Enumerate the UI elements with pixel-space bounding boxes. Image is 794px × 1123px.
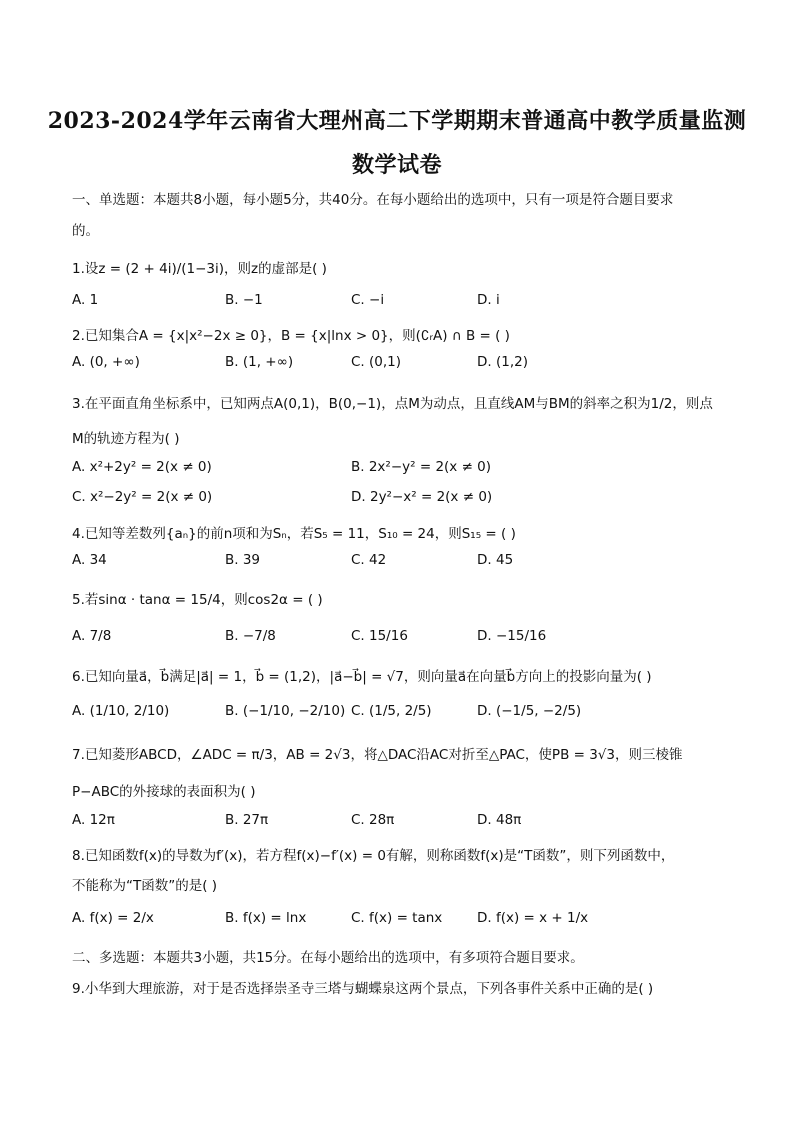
section-1-heading-cont: 的。	[72, 223, 99, 239]
option-c[interactable]: C. 28π	[351, 812, 395, 828]
option-a[interactable]: A. 7/8	[72, 628, 112, 644]
question-2-stem: 2.已知集合A = {x|x²−2x ≥ 0}，B = {x|lnx > 0}，则(∁ᵣA) ∩ B = ( )	[72, 328, 510, 344]
option-c[interactable]: C. f(x) = tanx	[351, 910, 443, 926]
option-d[interactable]: D. (−1/5, −2/5)	[477, 703, 582, 719]
option-b[interactable]: B. 39	[225, 552, 261, 568]
section-1-heading: 一、单选题：本题共8小题，每小题5分，共40分。在每小题给出的选项中，只有一项是符合题目要求	[72, 192, 674, 208]
page-title: 2023-2024学年云南省大理州高二下学期期末普通高中教学质量监测	[47, 108, 747, 134]
option-c[interactable]: C. x²−2y² = 2(x ≠ 0)	[72, 489, 213, 505]
option-a[interactable]: A. (1/10, 2/10)	[72, 703, 170, 719]
option-c[interactable]: C. 42	[351, 552, 387, 568]
option-a[interactable]: A. 34	[72, 552, 107, 568]
option-c[interactable]: C. 15/16	[351, 628, 408, 644]
question-9-stem: 9.小华到大理旅游，对于是否选择崇圣寺三塔与蝴蝶泉这两个景点，下列各事件关系中正确的是( )	[72, 981, 654, 997]
option-a[interactable]: A. 12π	[72, 812, 115, 828]
question-7-options	[72, 812, 722, 834]
option-d[interactable]: D. 48π	[477, 812, 522, 828]
option-a[interactable]: A. x²+2y² = 2(x ≠ 0)	[72, 459, 212, 475]
page-subtitle: 数学试卷	[351, 152, 442, 178]
question-5-stem: 5.若sinα · tanα = 15/4，则cos2α = ( )	[72, 592, 323, 608]
option-c[interactable]: C. −i	[351, 292, 385, 308]
question-8-stem: 8.已知函数f(x)的导数为f′(x)，若方程f(x)−f′(x) = 0有解，则称函数f(x)是“T函数”，则下列函数中，	[72, 848, 675, 864]
option-b[interactable]: B. −7/8	[225, 628, 276, 644]
section-2-heading: 二、多选题：本题共3小题，共15分。在每小题给出的选项中，有多项符合题目要求。	[72, 950, 584, 966]
question-3-stem-cont: M的轨迹方程为( )	[72, 431, 180, 447]
question-6-options	[72, 703, 722, 725]
option-a[interactable]: A. (0, +∞)	[72, 354, 140, 370]
question-3-stem: 3.在平面直角坐标系中，已知两点A(0,1)，B(0,−1)，点M为动点，且直线AM与BM的斜率之积为1/2，则点	[72, 396, 713, 412]
question-5-options	[72, 628, 722, 650]
question-4-stem: 4.已知等差数列{aₙ}的前n项和为Sₙ，若S₅ = 11，S₁₀ = 24，则S₁₅ = ( )	[72, 526, 516, 542]
question-8-options	[72, 910, 722, 932]
option-b[interactable]: B. −1	[225, 292, 263, 308]
option-d[interactable]: D. f(x) = x + 1/x	[477, 910, 589, 926]
option-d[interactable]: D. 45	[477, 552, 514, 568]
question-3-options-row-1	[72, 459, 722, 481]
option-d[interactable]: D. (1,2)	[477, 354, 528, 370]
option-b[interactable]: B. (−1/10, −2/10)	[225, 703, 346, 719]
option-b[interactable]: B. 27π	[225, 812, 269, 828]
option-c[interactable]: C. (0,1)	[351, 354, 402, 370]
option-a[interactable]: A. 1	[72, 292, 99, 308]
question-2-options	[72, 354, 722, 376]
question-1-stem: 1.设z = (2 + 4i)/(1−3i)，则z的虚部是( )	[72, 261, 327, 277]
question-7-stem: 7.已知菱形ABCD，∠ADC = π/3，AB = 2√3，将△DAC沿AC对折至△PAC，使PB = 3√3，则三棱锥	[72, 747, 683, 763]
option-b[interactable]: B. f(x) = lnx	[225, 910, 307, 926]
question-3-options-row-2	[72, 489, 722, 511]
question-6-stem: 6.已知向量a⃗，b⃗满足|a⃗| = 1，b⃗ = (1,2)，|a⃗−b⃗| = √7，则向量a⃗在向量b⃗方向上的投影向量为( )	[72, 669, 652, 685]
option-d[interactable]: D. i	[477, 292, 500, 308]
option-d[interactable]: D. −15/16	[477, 628, 547, 644]
question-8-stem-cont: 不能称为“T函数”的是( )	[72, 878, 218, 894]
question-1-options	[72, 292, 722, 314]
option-b[interactable]: B. (1, +∞)	[225, 354, 294, 370]
option-b[interactable]: B. 2x²−y² = 2(x ≠ 0)	[351, 459, 492, 475]
question-4-options	[72, 552, 722, 574]
option-c[interactable]: C. (1/5, 2/5)	[351, 703, 432, 719]
question-7-stem-cont: P−ABC的外接球的表面积为( )	[72, 784, 256, 800]
option-a[interactable]: A. f(x) = 2/x	[72, 910, 154, 926]
option-d[interactable]: D. 2y²−x² = 2(x ≠ 0)	[351, 489, 493, 505]
